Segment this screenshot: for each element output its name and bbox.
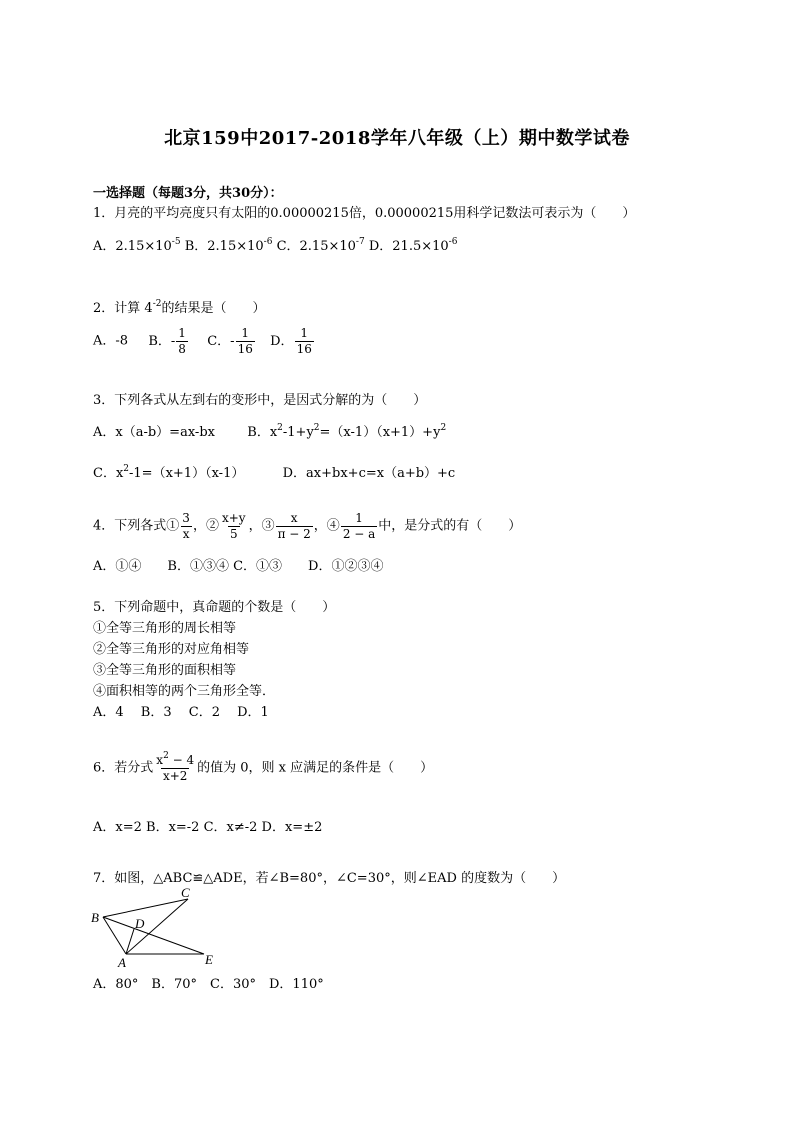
question-7-stem: 7．如图，△ABC≌△ADE，若∠B=80°，∠C=30°，则∠EAD 的度数为（ ） [93,871,566,886]
question-3-options-cd [93,462,455,481]
question-6-options: A．x=2 B．x=-2 C．x≠-2 D．x=±2 [93,820,323,835]
option-d: D． $\frac{1}{16}$ [270,326,312,356]
question-5-options: A．4 B．3 C．2 D．1 [93,705,269,720]
option-c: C．$2.15\times 10^{-7}$ [276,237,365,254]
question-4-stem: 4．下列各式① $\frac{3}{x}$ ，② $\frac{x+y}{5}$ ，③ $\frac{x}{\pi - 2}$ ，④ $\frac{1}{2 - a}$ 中，是分式的有（ ） [93,511,522,541]
option-b: B．$2.15\times 10^{-6}$ [184,237,273,254]
triangle-figure [88,884,228,968]
option-a: A．-8 [93,333,129,349]
question-5-item: ③全等三角形的面积相等 [93,663,237,678]
question-3-options-ab [93,421,446,440]
question-2-options [93,327,315,355]
segment-bc [103,899,188,917]
label-e: E [205,952,213,967]
label-a: A [118,955,126,968]
page-title: 北京159中2017-2018学年八年级（上）期中数学试卷 [164,128,630,149]
option-a: A．x（a-b）=ax-bx [93,425,215,440]
question-5-stem: 5．下列命题中，真命题的个数是（ ） [93,600,336,615]
question-5-item: ④面积相等的两个三角形全等． [93,684,276,699]
question-7-options: A．80° B．70° C．30° D．110° [93,977,324,992]
label-c: C [181,885,190,900]
question-4-options: A．①④ B．①③④ C．①③ D．①②③④ [93,559,384,574]
option-b: B．- $\frac{1}{8}$ [148,326,186,356]
question-2-stem: 2．计算 $4^{-2}$的结果是（ ） [93,299,266,316]
option-c: C．$x^2-1=(x+1)(x-1)$ [93,464,245,481]
label-d: D [135,916,145,931]
question-5-item: ②全等三角形的对应角相等 [93,642,250,657]
option-d: D．ax+bx+c=x（a+b）+c [282,466,456,481]
question-6-stem: 6．若分式 $\frac{x^2 - 4}{x+2}$ 的值为 0，则 x 应满足的条件是（ ） [93,751,434,783]
option-a: A．$2.15\times 10^{-5}$ [93,237,181,254]
section-heading: 一选择题（每题3分，共30分）： [93,186,283,201]
question-3-stem: 3．下列各式从左到右的变形中，是因式分解的为（ ） [93,393,427,408]
question-1-stem: 1．月亮的平均亮度只有太阳的0.00000215倍，0.00000215用科学记数法可表示为（ ） [93,206,636,221]
option-c: C．- $\frac{1}{16}$ [207,326,253,356]
question-5-item: ①全等三角形的周长相等 [93,621,237,636]
segment-be [103,917,204,954]
option-d: D．$21.5\times 10^{-6}$ [368,237,458,254]
question-1-options [93,235,457,254]
segment-ba [103,917,126,954]
option-b: B．$x^2-1+y^2=(x-1)(x+1)+y^2$ [247,423,447,440]
label-b: B [91,910,99,925]
